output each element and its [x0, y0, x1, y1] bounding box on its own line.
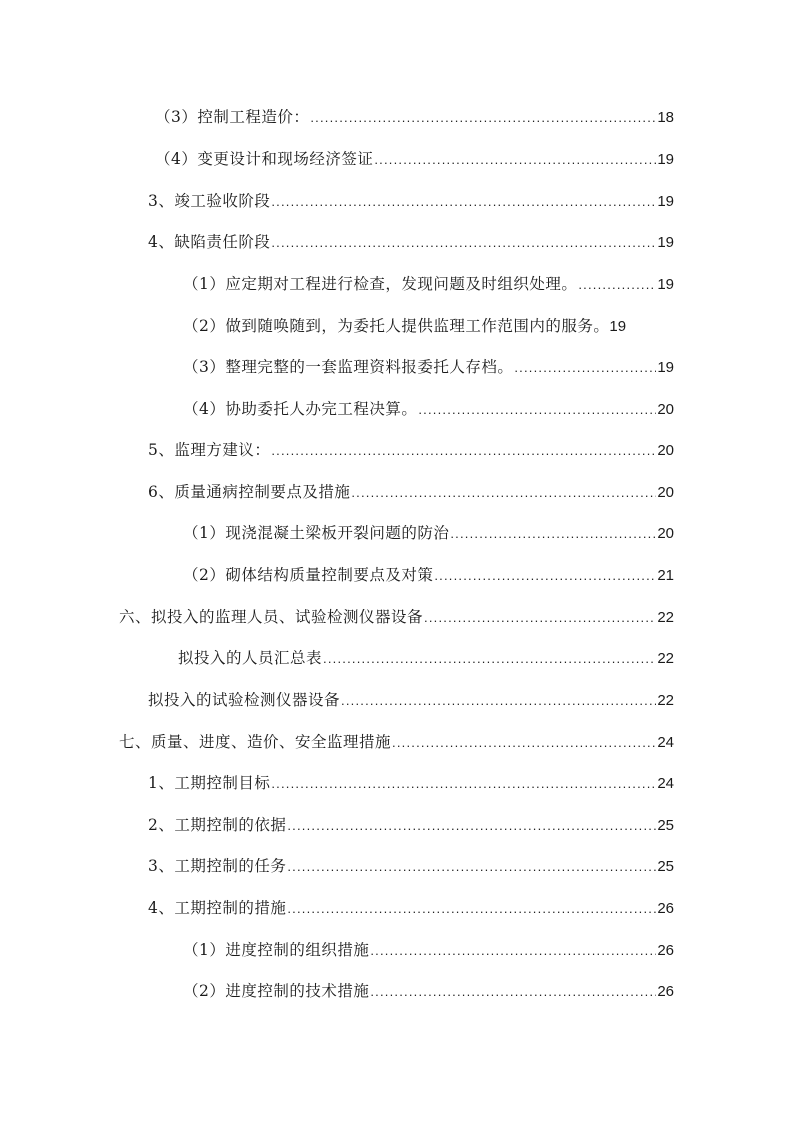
- toc-entry-label: （4）协助委托人办完工程决算。: [183, 400, 418, 418]
- toc-page-number: 19: [657, 234, 674, 251]
- toc-entry[interactable]: [148, 813, 674, 837]
- toc-entry-label: 4、工期控制的措施: [148, 899, 287, 917]
- toc-page-number: 19: [657, 276, 674, 293]
- toc-page-number: 22: [657, 609, 674, 626]
- toc-entry-label: （3）控制工程造价：: [155, 108, 310, 126]
- toc-entry-label: （3）整理完整的一套监理资料报委托人存档。: [183, 358, 514, 376]
- toc-entry[interactable]: [178, 646, 674, 670]
- toc-entry[interactable]: [155, 147, 674, 171]
- dot-leader: [450, 522, 656, 546]
- dot-leader: [514, 356, 656, 380]
- toc-entry-label: （4）变更设计和现场经济签证: [155, 150, 374, 168]
- toc-page-number: 26: [657, 942, 674, 959]
- dot-leader: [271, 772, 656, 796]
- toc-page-number: 26: [657, 983, 674, 1000]
- toc-page-number: 25: [657, 817, 674, 834]
- toc-entry-label: 4、缺陷责任阶段: [148, 233, 271, 251]
- dot-leader: [271, 190, 656, 214]
- toc-page-number: 20: [657, 442, 674, 459]
- dot-leader: [424, 606, 656, 630]
- dot-leader: [341, 689, 656, 713]
- toc-entry[interactable]: [183, 521, 674, 545]
- dot-leader: [287, 814, 656, 838]
- toc-entry[interactable]: [148, 896, 674, 920]
- toc-entry-label: 六、拟投入的监理人员、试验检测仪器设备: [119, 608, 424, 626]
- dot-leader: [271, 231, 656, 255]
- toc-page-number: 24: [657, 775, 674, 792]
- dot-leader: [323, 647, 656, 671]
- toc-page-number: 22: [657, 692, 674, 709]
- toc-page-number: 19: [609, 318, 627, 335]
- toc-entry[interactable]: [119, 605, 674, 629]
- toc-entry-label: （2）进度控制的技术措施: [183, 982, 370, 1000]
- toc-entry-label: 拟投入的试验检测仪器设备: [148, 691, 341, 709]
- toc-page-number: 18: [657, 109, 674, 126]
- toc-entry-label: 6、质量通病控制要点及措施: [148, 483, 351, 501]
- dot-leader: [287, 855, 656, 879]
- dot-leader: [434, 564, 656, 588]
- dot-leader: [351, 481, 656, 505]
- toc-page-number: 20: [657, 525, 674, 542]
- toc-page-number: 19: [657, 359, 674, 376]
- toc-entry[interactable]: [183, 272, 674, 296]
- toc-entry[interactable]: [183, 938, 674, 962]
- dot-leader: [578, 273, 656, 297]
- toc-page-number: 20: [657, 484, 674, 501]
- toc-entry[interactable]: [183, 355, 674, 379]
- toc-page-number: 25: [657, 858, 674, 875]
- dot-leader: [374, 148, 656, 172]
- toc-entry[interactable]: [148, 230, 674, 254]
- toc-entry[interactable]: [148, 771, 674, 795]
- dot-leader: [287, 897, 656, 921]
- toc-entry-label: （2）做到随唤随到，为委托人提供监理工作范围内的服务。: [183, 317, 610, 335]
- toc-entry-label: 七、质量、进度、造价、安全监理措施: [119, 733, 392, 751]
- dot-leader: [271, 439, 656, 463]
- toc-page-number: 22: [657, 650, 674, 667]
- dot-leader: [310, 106, 656, 130]
- toc-page-number: 20: [657, 401, 674, 418]
- toc-entry[interactable]: [148, 189, 674, 213]
- toc-entry-label: （2）砌体结构质量控制要点及对策: [183, 566, 434, 584]
- toc-entry[interactable]: [155, 105, 674, 129]
- toc-page-number: 19: [657, 151, 674, 168]
- toc-entry[interactable]: [148, 688, 674, 712]
- toc-entry-label: （1）进度控制的组织措施: [183, 941, 370, 959]
- toc-entry-label: 1、工期控制目标: [148, 774, 271, 792]
- toc-entry[interactable]: [183, 979, 674, 1003]
- toc-entry-label: 3、竣工验收阶段: [148, 192, 271, 210]
- toc-entry-label: （1）应定期对工程进行检查，发现问题及时组织处理。: [183, 275, 578, 293]
- dot-leader: [370, 939, 656, 963]
- toc-entry[interactable]: [183, 397, 674, 421]
- toc-entry[interactable]: [183, 563, 674, 587]
- toc-entry-label: 5、监理方建议：: [148, 441, 271, 459]
- toc-entry[interactable]: [183, 314, 690, 338]
- toc-entry[interactable]: [119, 730, 674, 754]
- toc-entry-label: 拟投入的人员汇总表: [178, 649, 323, 667]
- dot-leader: [392, 731, 656, 755]
- dot-leader: [370, 980, 656, 1004]
- dot-leader: [418, 398, 656, 422]
- toc-page-number: 26: [657, 900, 674, 917]
- toc-entry-label: 2、工期控制的依据: [148, 816, 287, 834]
- toc-entry-label: （1）现浇混凝土梁板开裂问题的防治: [183, 524, 450, 542]
- toc-entry[interactable]: [148, 480, 674, 504]
- toc-page-number: 21: [657, 567, 674, 584]
- toc-entry-label: 3、工期控制的任务: [148, 857, 287, 875]
- toc-entry[interactable]: [148, 438, 674, 462]
- toc-entry[interactable]: [148, 854, 674, 878]
- toc-page-number: 24: [657, 734, 674, 751]
- toc-page-number: 19: [657, 193, 674, 210]
